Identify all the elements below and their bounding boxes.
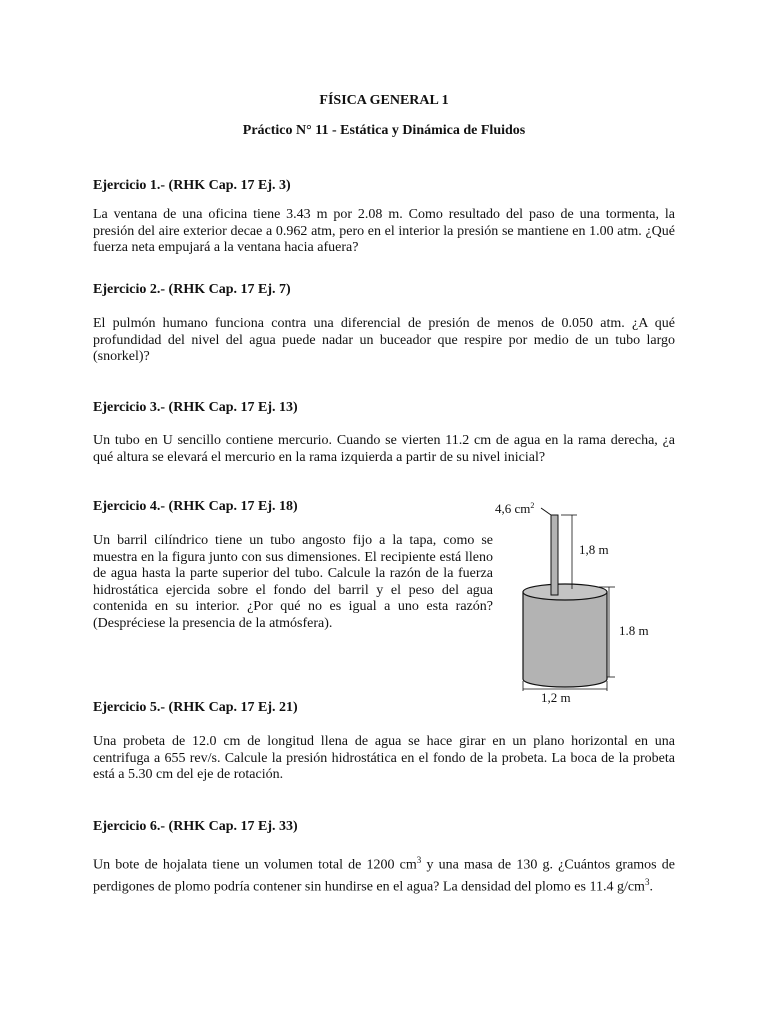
barrel-height-label: 1.8 m — [619, 623, 649, 638]
barrel-top — [523, 584, 607, 600]
exercise-6-heading: Ejercicio 6.- (RHK Cap. 17 Ej. 33) — [93, 819, 298, 834]
exercise-1-text: La ventana de una oficina tiene 3.43 m por 2.08 m. Como resultado del paso de una tormenta, la presión del aire exterior decae a 0.962 atm, pero en el interior la presión se mantiene en 1.00 atm. ¿Qué fuerza neta empujará a la ventana hacia afuera? — [93, 207, 675, 255]
exercise-5-text: Una probeta de 12.0 cm de longitud llena de agua se hace girar en un plano horizontal en una centrifuga a 655 rev/s. Calcule la presión hidrostática en el fondo de la probeta. La boca de la probeta está a 5.30 cm del eje de rotación. — [93, 734, 675, 782]
exercise-6-text: Un bote de hojalata tiene un volumen total de 1200 $cm^3$ y una masa de 130 g. ¿Cuántos gramos de perdigones de plomo podría contener sin hundirse en el agua? La densidad del plomo es 11.4 $g/cm^3$. — [93, 855, 676, 895]
barrel-diameter-label: 1,2 m — [541, 690, 571, 705]
practice-title: Práctico N° 11 - Estática y Dinámica de Fluidos — [242, 123, 526, 138]
course-title: FÍSICA GENERAL 1 — [319, 93, 449, 108]
exercise-5-heading: Ejercicio 5.- (RHK Cap. 17 Ej. 21) — [93, 700, 298, 715]
narrow-tube — [551, 515, 558, 595]
exercise-1-heading: Ejercicio 1.- (RHK Cap. 17 Ej. 3) — [93, 178, 291, 193]
exercise-2-text: El pulmón humano funciona contra una diferencial de presión de menos de 0.050 atm. ¿A qué profundidad del nivel del agua puede nadar un buceador que respire por medio de un tubo largo (snorkel)? — [93, 316, 675, 364]
exercise-3-heading: Ejercicio 3.- (RHK Cap. 17 Ej. 13) — [93, 400, 298, 415]
tube-area-label: 4,6 $cm^2$ — [495, 501, 535, 516]
barrel-figure — [495, 495, 675, 710]
exercise-3-text: Un tubo en U sencillo contiene mercurio. Cuando se vierten 11.2 cm de agua en la rama derecha, ¿a qué altura se elevará el mercurio en la rama izquierda a partir de su nivel inicial? — [93, 433, 675, 465]
tube-height-label: 1,8 m — [579, 542, 609, 557]
barrel-body — [523, 592, 607, 687]
exercise-2-heading: Ejercicio 2.- (RHK Cap. 17 Ej. 7) — [93, 282, 291, 297]
exercise-4-heading: Ejercicio 4.- (RHK Cap. 17 Ej. 18) — [93, 499, 298, 514]
exercise-4-text: Un barril cilíndrico tiene un tubo angosto fijo a la tapa, como se muestra en la figura junto con sus dimensiones. El recipiente está lleno de agua hasta la parte superior del tubo. Calcule la razón de la fuerza hidrostática ejercida sobre el fondo del barril y el peso del agua contenida en su interior. ¿Por qué no es igual a uno esta razón? (Despréciese la presencia de la atmósfera). — [93, 533, 493, 631]
tube-area-pointer — [541, 508, 551, 515]
